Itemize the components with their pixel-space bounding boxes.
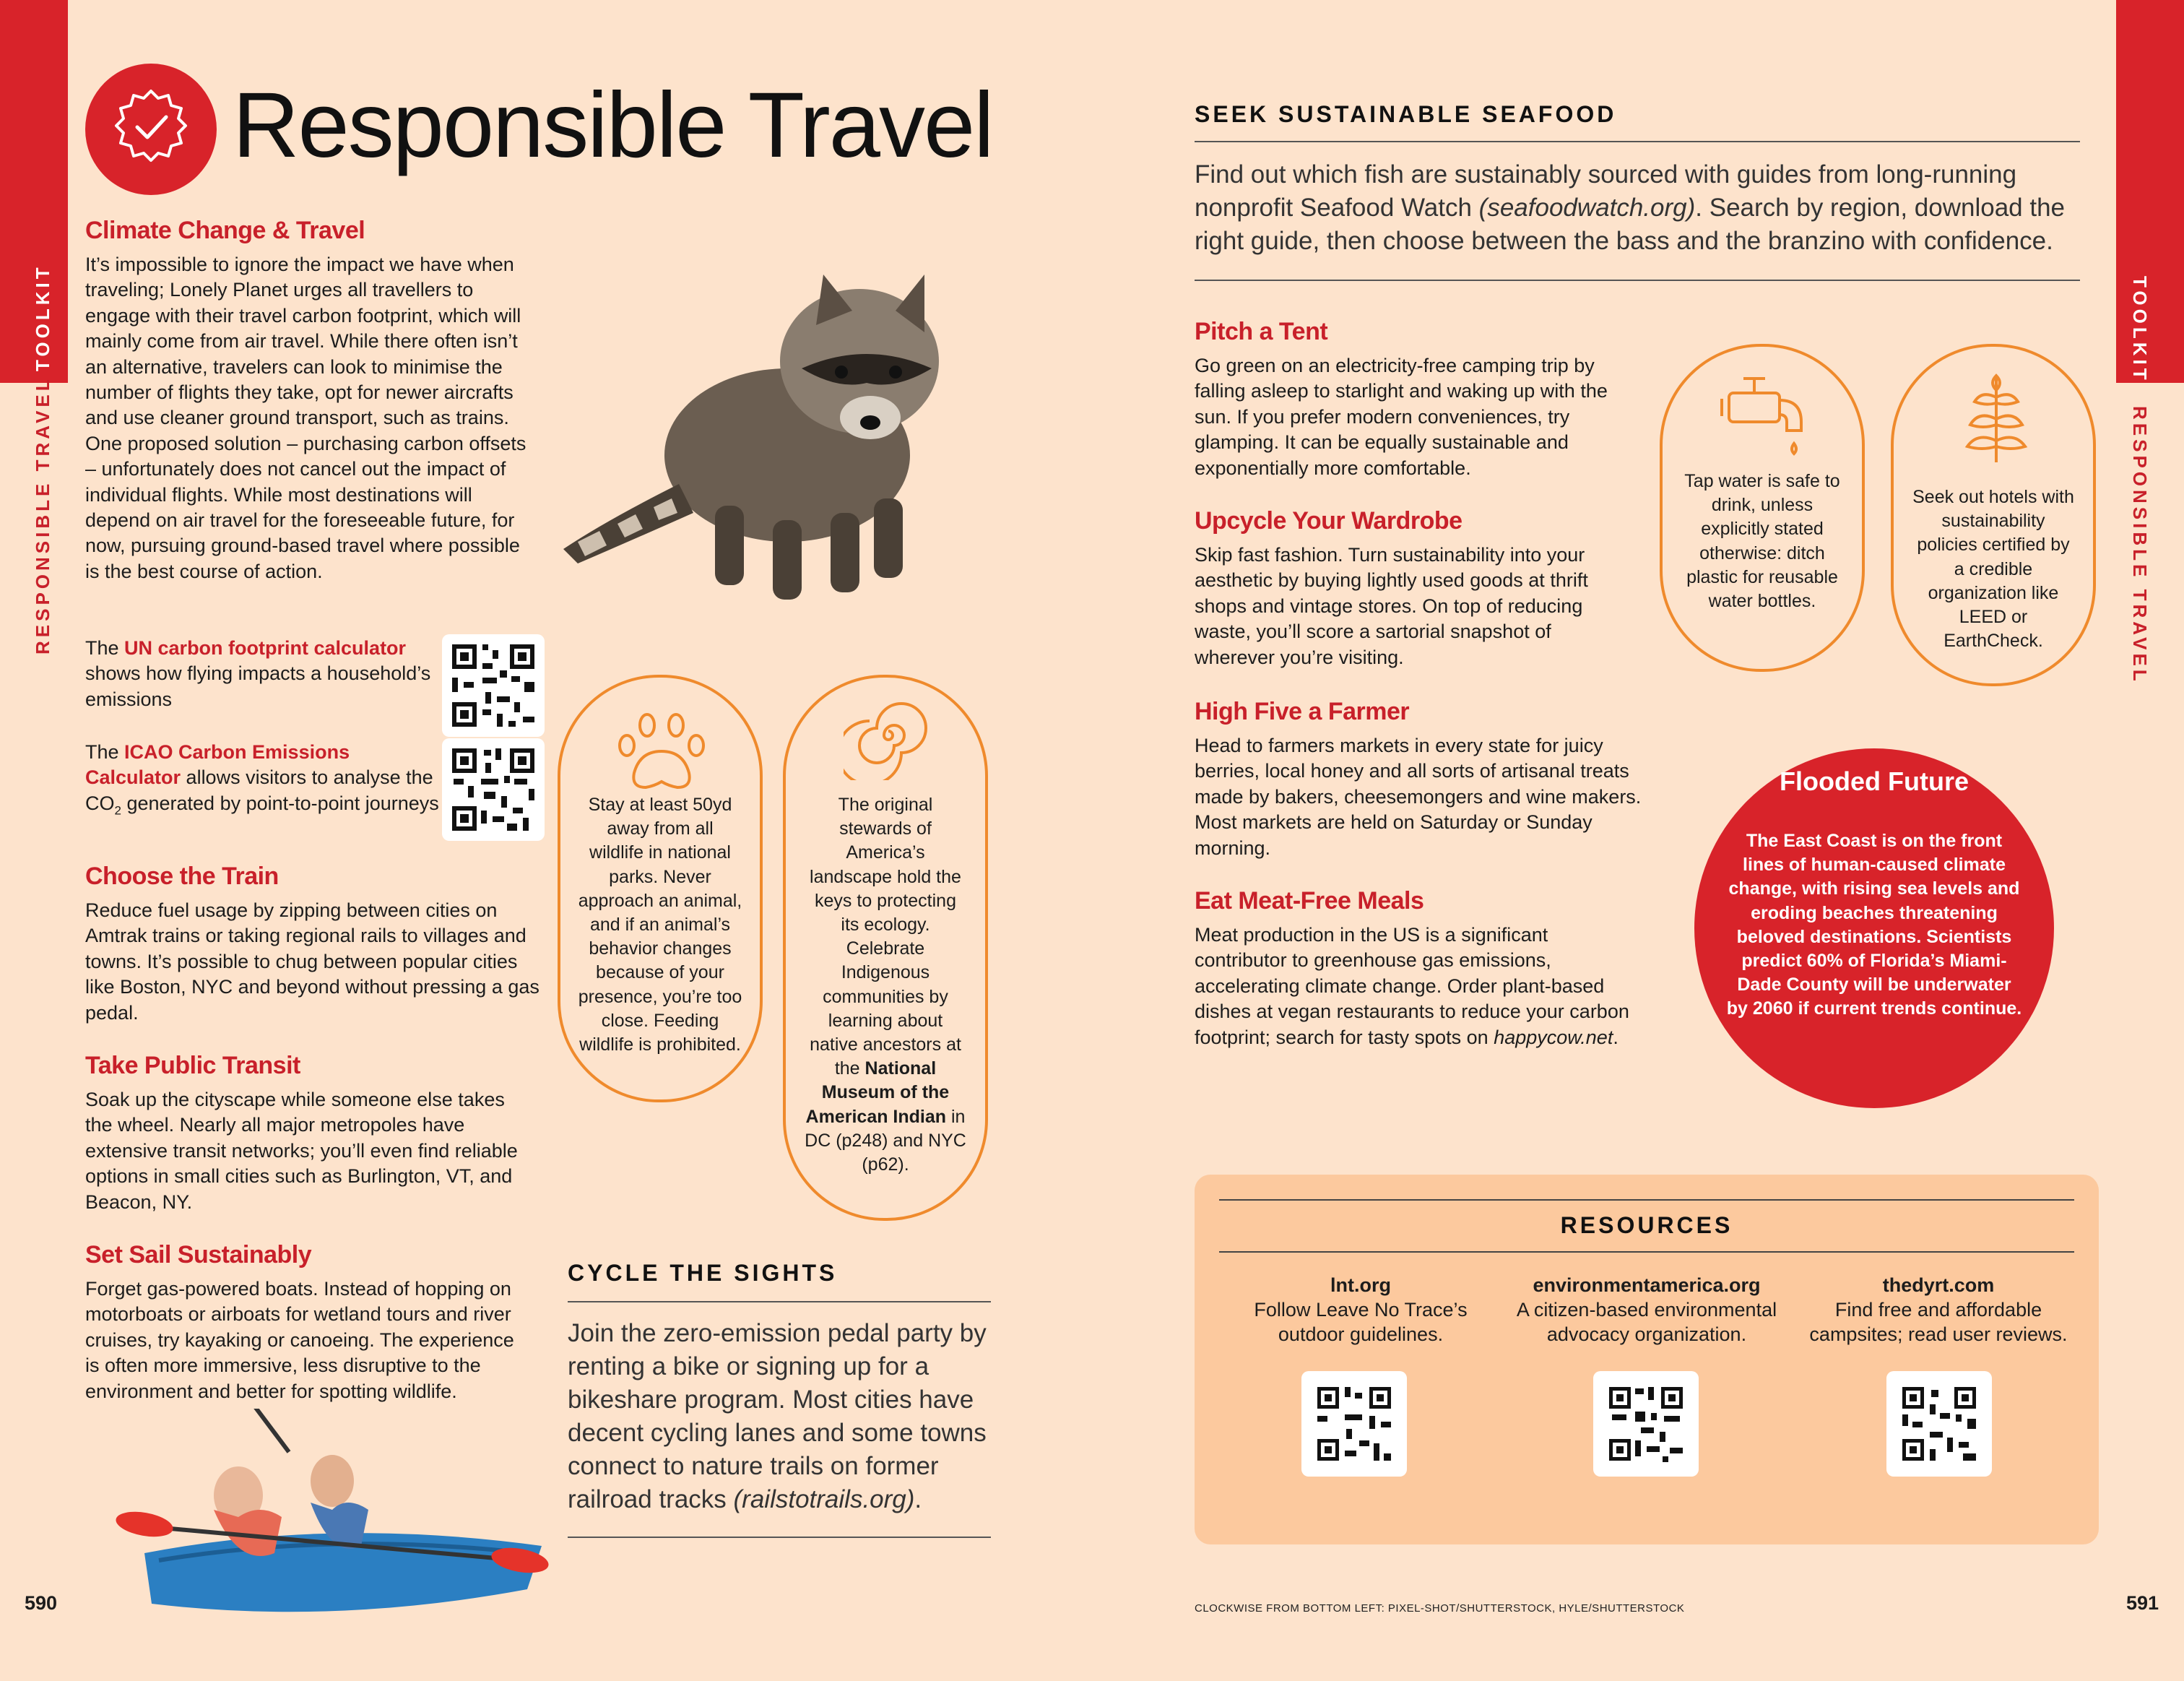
- water-pill: [1660, 344, 1865, 672]
- seafood-text: Find out which fish are sustainably sourced with guides from long-running nonprofit Seafood Watch (seafoodwatch.org). Search by region, download the right guide, then choose between the bass and the branzino with confidence.: [1195, 160, 2066, 255]
- cycle-heading: CYCLE THE SIGHTS: [568, 1260, 838, 1286]
- flooded-future-callout: [1694, 748, 2054, 1108]
- happycow-link[interactable]: happycow.net: [1494, 1026, 1613, 1048]
- climate-heading: Climate Change & Travel: [85, 217, 365, 244]
- tent-text: Go green on an electricity-free camping trip by falling asleep to starlight and waking up with the sun. If you prefer modern conveniences, try glamping. It can be equally sustainable and exponentially more comfortable.: [1195, 355, 1608, 479]
- train-text: Reduce fuel usage by zipping between cities on Amtrak trains or taking regional rails to villages and towns. It’s possible to chug between popular cities like Boston, NYC and beyond without pressing a gas pedal.: [85, 899, 540, 1024]
- resource-item: lnt.org Follow Leave No Trace’s outdoor guidelines.: [1223, 1273, 1498, 1347]
- qr-code-icon[interactable]: [1301, 1371, 1407, 1477]
- farmer-heading: High Five a Farmer: [1195, 698, 1410, 725]
- sail-heading: Set Sail Sustainably: [85, 1241, 312, 1269]
- resource-item: thedyrt.com Find free and affordable campsites; read user reviews.: [1801, 1273, 2076, 1347]
- raccoon-image: [549, 246, 1026, 621]
- un-calculator-text: The UN carbon footprint calculator shows how flying impacts a household’s emissions: [85, 637, 431, 710]
- wardrobe-text: Skip fast fashion. Turn sustainability into your aesthetic by buying lightly used goods at thrift shops and vintage stores. On top of reducing waste, you’ll score a sartorial snapshot of wherever you’re visiting.: [1195, 544, 1588, 668]
- wildlife-text: Stay at least 50yd away from all wildlife in national parks. Never approach an animal, and if an animal’s behavior changes because of your presence, you’re too close. Feeding wildlife is prohibited.: [578, 795, 742, 1055]
- page-number-left: 590: [25, 1592, 58, 1614]
- wildlife-pill: [558, 675, 763, 1102]
- resource-item: environmentamerica.org A citizen-based environmental advocacy organization.: [1509, 1273, 1784, 1347]
- faucet-icon: [1715, 364, 1816, 465]
- sail-text: Forget gas-powered boats. Instead of hopping on motorboats or airboats for wetland tours and river cruises, try kayaking or canoeing. The experience is often more immersive, less disruptive to the environment and better for spotting wildlife.: [85, 1278, 514, 1402]
- seafoodwatch-link[interactable]: (seafoodwatch.org): [1478, 194, 1696, 222]
- page-number-right: 591: [2126, 1592, 2159, 1614]
- stewards-pill: [783, 675, 988, 1221]
- tent-heading: Pitch a Tent: [1195, 318, 1328, 345]
- resources-box: [1195, 1175, 2099, 1544]
- meat-text: Meat production in the US is a significant contributor to greenhouse gas emissions, accelerating climate change. Order plant-based dishes at vegan restaurants to reduce your carbon footprint; search for tasty spots on happycow.net.: [1195, 924, 1629, 1048]
- left-tab-label: TOOLKIT: [32, 264, 53, 371]
- qr-code-icon[interactable]: [1593, 1371, 1699, 1477]
- flooded-text: The East Coast is on the front lines of human-caused climate change, with rising sea levels and eroding beaches threatening beloved destinations. Scientists predict 60% of Florida’s Miami-Dade County will be underwater by 2060 if current trends continue.: [1726, 831, 2022, 1019]
- resource-link[interactable]: lnt.org: [1330, 1274, 1391, 1296]
- kayak-image: [116, 1409, 549, 1647]
- meat-heading: Eat Meat-Free Meals: [1195, 887, 1424, 915]
- photo-credit: CLOCKWISE FROM BOTTOM LEFT: PIXEL-SHOT/SHUTTERSTOCK, HYLE/SHUTTERSTOCK: [1195, 1602, 1685, 1615]
- wardrobe-heading: Upcycle Your Wardrobe: [1195, 507, 1462, 535]
- qr-code-icon[interactable]: [442, 738, 545, 841]
- seafood-heading: SEEK SUSTAINABLE SEAFOOD: [1195, 101, 1617, 127]
- spiral-icon: [844, 691, 933, 780]
- page-title: Responsible Travel: [233, 74, 993, 177]
- stewards-text: The original stewards of America’s landscape hold the keys to protecting its ecology. Celebrate Indigenous communities by learning about native ancestors at the National Museum of the American Indian in DC (p248) and NYC (p62).: [805, 795, 966, 1175]
- transit-heading: Take Public Transit: [85, 1052, 300, 1079]
- hotels-text: Seek out hotels with sustainability policies certified by a credible organization like LEED or EarthCheck.: [1912, 487, 2074, 652]
- resource-link[interactable]: environmentamerica.org: [1533, 1274, 1761, 1296]
- climate-text: It’s impossible to ignore the impact we have when traveling; Lonely Planet urges all travellers to engage with their travel carbon footprint, which will mainly come from air travel. While there often isn’t an alternative, travelers can look to minimise the number of flights they take, opt for newer aircrafts and use cleaner ground transport, such as trains. One proposed solution – purchasing carbon offsets – unfortunately does not cancel out the impact of individual flights. While most destinations will depend on air travel for the foreseeable future, for now, pursuing ground-based travel where possible is the best course of action.: [85, 254, 526, 582]
- transit-text: Soak up the cityscape while someone else takes the wheel. Nearly all major metropoles have extensive transit networks; you’ll even find reliable options in small cities such as Burlington, VT, and Beacon, NY.: [85, 1089, 518, 1213]
- railstotrails-link[interactable]: (railstotrails.org): [733, 1485, 915, 1513]
- qr-code-icon[interactable]: [1886, 1371, 1992, 1477]
- icao-calculator-link[interactable]: ICAO Carbon Emissions Calculator: [85, 741, 350, 789]
- right-section-label: RESPONSIBLE TRAVEL: [2129, 406, 2151, 685]
- cycle-text: Join the zero-emission pedal party by renting a bike or signing up for a bikeshare program. Most cities have decent cycling lanes and some towns connect to nature trails on former railroad tracks (railstotrails.org).: [568, 1319, 987, 1513]
- leaf-branch-icon: [1946, 368, 2047, 470]
- seal-check-icon: [85, 64, 217, 195]
- farmer-text: Head to farmers markets in every state for juicy berries, local honey and all sorts of artisanal treats made by bakers, cheesemongers and wine makers. Most markets are held on Saturday or Sunday morning.: [1195, 735, 1642, 859]
- icao-calculator-text: The ICAO Carbon Emissions Calculator allows visitors to analyse the $CO_2$ generated by point-to-point journeys: [85, 741, 439, 818]
- un-calculator-link[interactable]: UN carbon footprint calculator: [124, 637, 407, 659]
- qr-code-icon[interactable]: [442, 634, 545, 737]
- right-tab-label: TOOLKIT: [2129, 276, 2151, 384]
- left-section-label: RESPONSIBLE TRAVEL: [32, 376, 53, 654]
- water-text: Tap water is safe to drink, unless explicitly stated otherwise: ditch plastic for reusable water bottles.: [1684, 471, 1840, 612]
- resources-heading: RESOURCES: [1560, 1212, 1733, 1238]
- resource-link[interactable]: thedyrt.com: [1882, 1274, 1995, 1296]
- paw-icon: [611, 701, 712, 802]
- flooded-title: Flooded Future: [1780, 766, 1969, 796]
- train-heading: Choose the Train: [85, 863, 279, 890]
- hotels-pill: [1891, 344, 2096, 686]
